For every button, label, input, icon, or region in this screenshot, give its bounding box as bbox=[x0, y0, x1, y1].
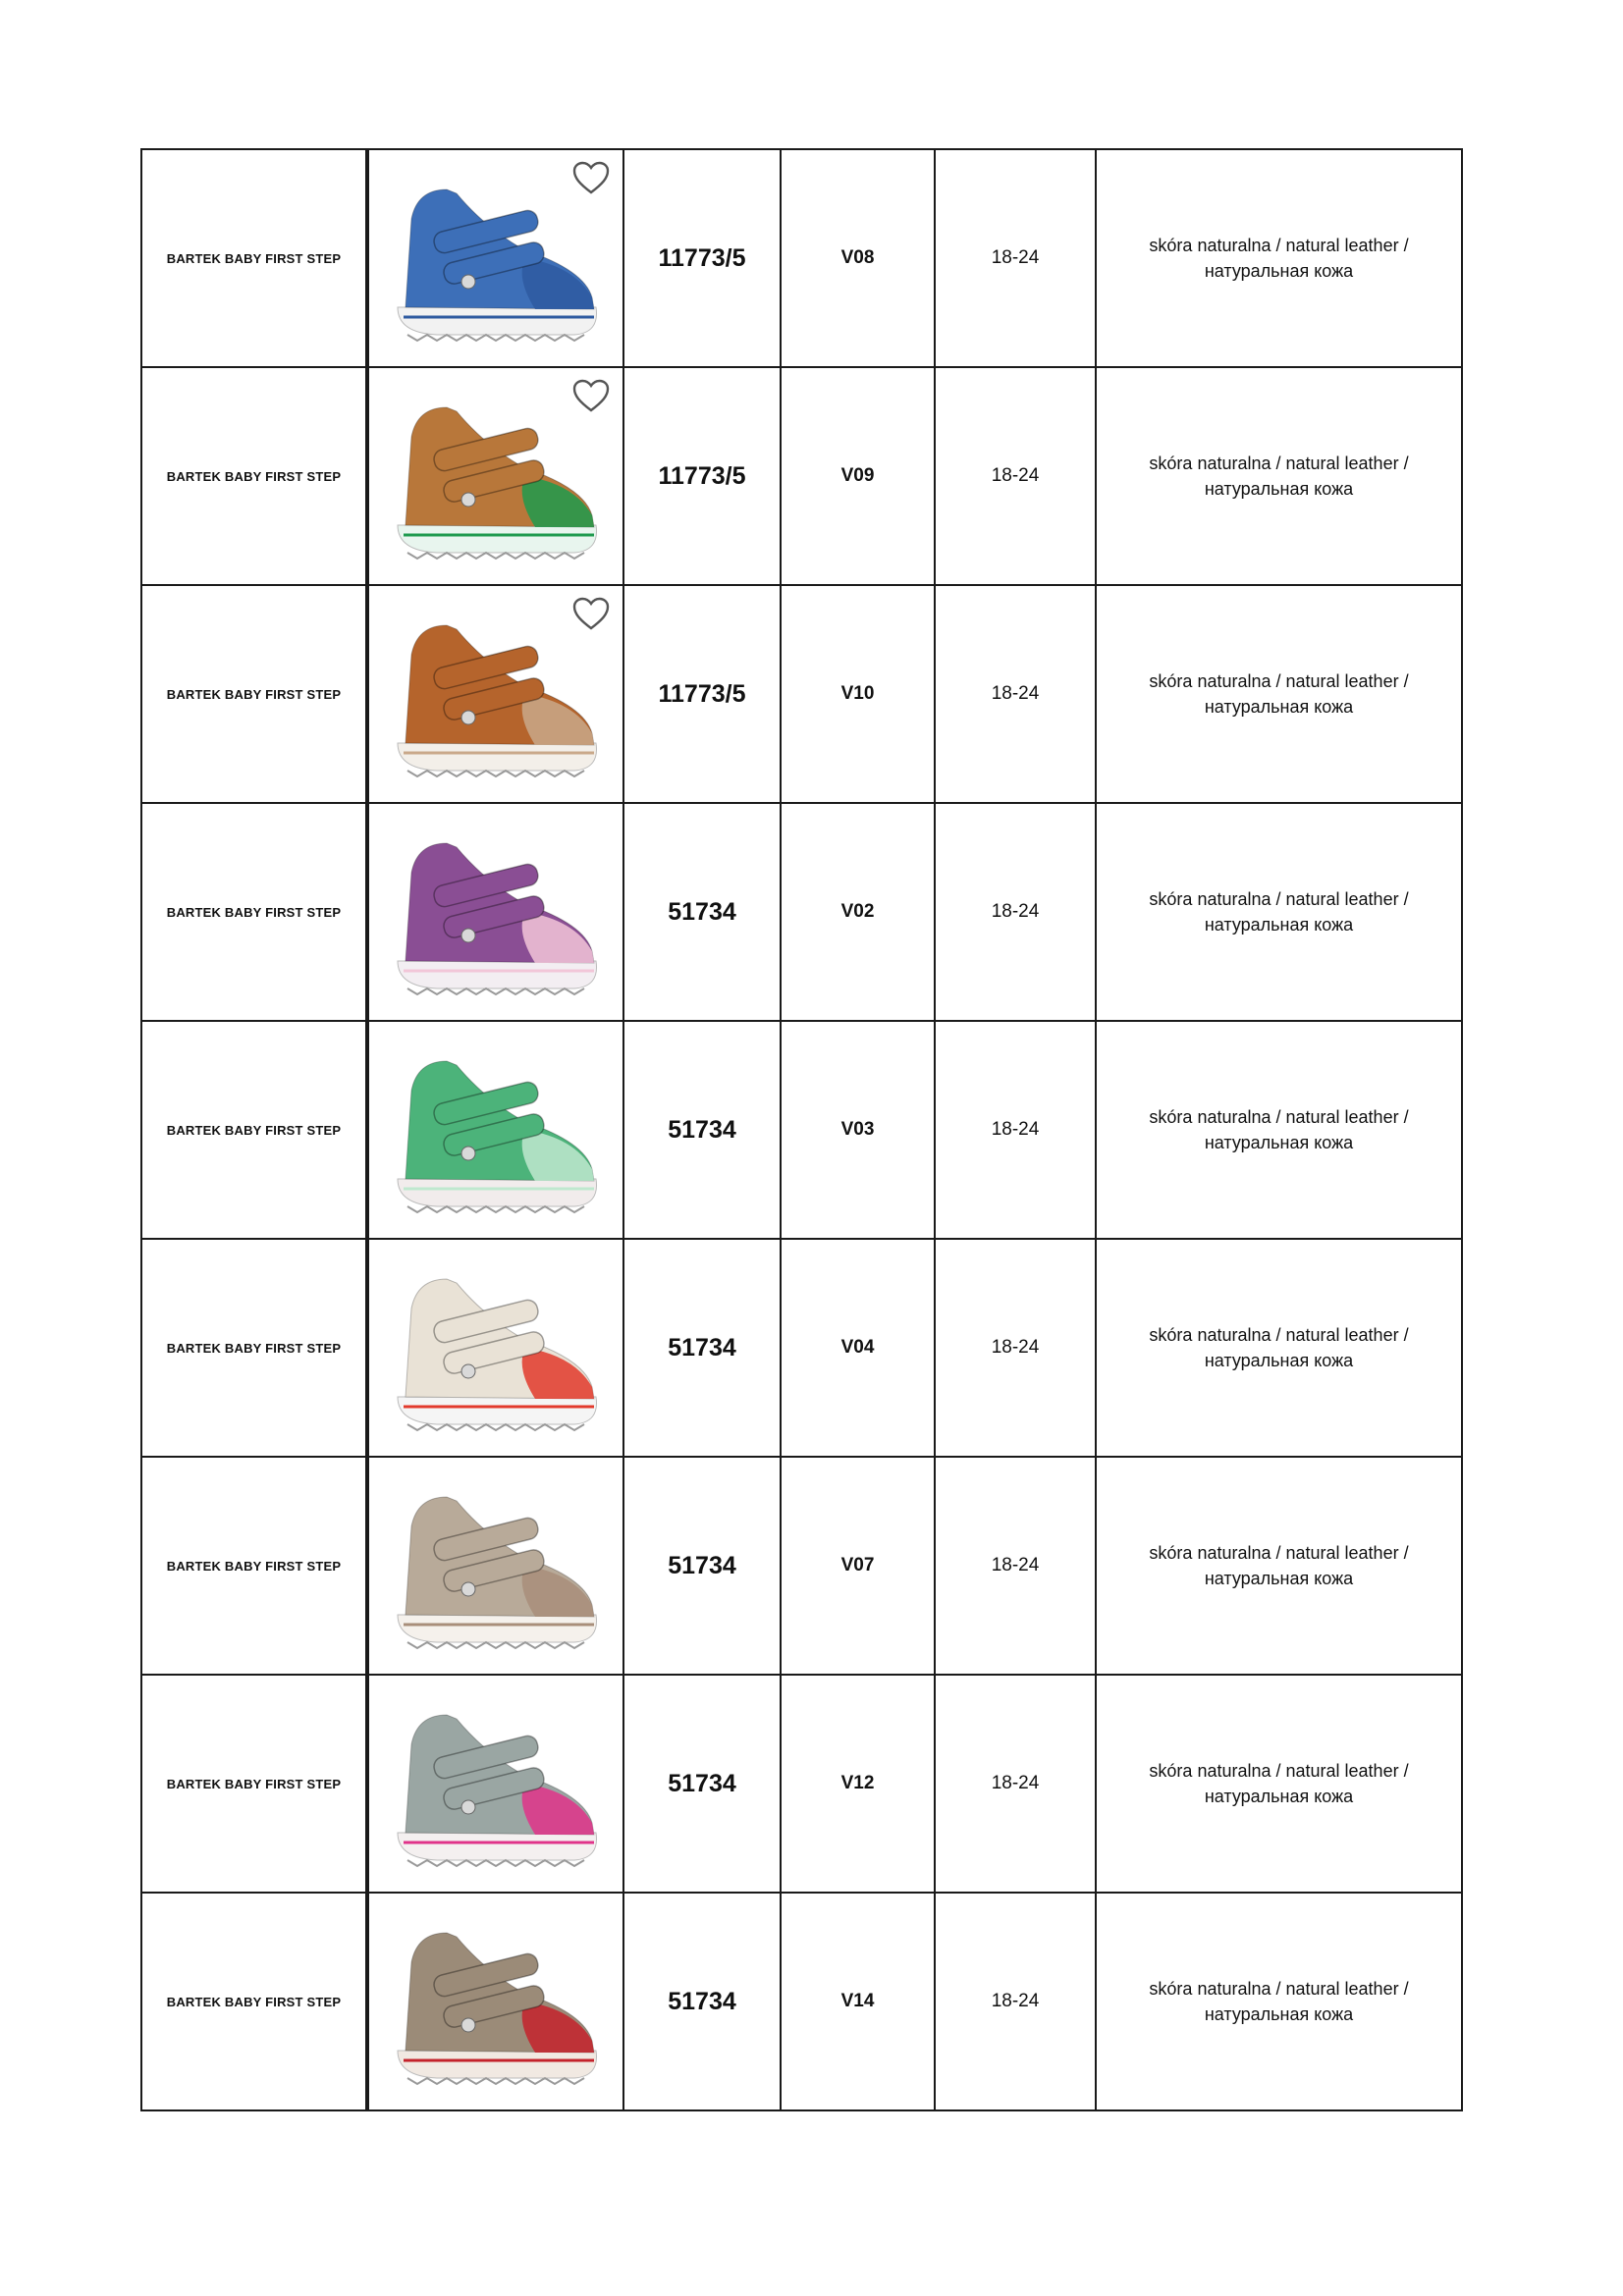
table-row bbox=[141, 149, 1462, 367]
size-range-cell bbox=[935, 1675, 1096, 1893]
color-code: V07 bbox=[840, 1555, 875, 1575]
table-row bbox=[141, 1239, 1462, 1457]
brand-cell bbox=[141, 585, 367, 803]
brand-name: BARTEK BABY FIRST STEP bbox=[166, 1340, 342, 1356]
model-cell bbox=[623, 367, 781, 585]
size-range: 18-24 bbox=[991, 465, 1040, 486]
material-cell bbox=[1096, 1675, 1462, 1893]
size-range-cell bbox=[935, 1893, 1096, 2110]
brand-cell bbox=[141, 1893, 367, 2110]
material-line-2: натуральная кожа bbox=[1204, 1787, 1354, 1806]
size-range-cell bbox=[935, 367, 1096, 585]
heart-icon[interactable] bbox=[571, 596, 611, 631]
product-image-cell bbox=[367, 1893, 623, 2110]
shoe-image[interactable] bbox=[378, 1250, 614, 1446]
material-line-1: skóra naturalna / natural leather / bbox=[1149, 889, 1409, 909]
size-range-cell bbox=[935, 149, 1096, 367]
size-range: 18-24 bbox=[991, 1337, 1040, 1358]
model-cell bbox=[623, 1675, 781, 1893]
product-image-cell bbox=[367, 1457, 623, 1675]
product-image-cell bbox=[367, 585, 623, 803]
color-code-cell bbox=[781, 1893, 935, 2110]
model-cell bbox=[623, 1239, 781, 1457]
color-code: V10 bbox=[840, 683, 875, 704]
size-range: 18-24 bbox=[991, 1773, 1040, 1793]
model-number: 51734 bbox=[668, 1551, 736, 1579]
material-line-2: натуральная кожа bbox=[1204, 697, 1354, 717]
color-code-cell bbox=[781, 585, 935, 803]
brand-cell bbox=[141, 149, 367, 367]
shoe-image[interactable] bbox=[378, 814, 614, 1010]
product-rows bbox=[141, 149, 1462, 2110]
model-number: 51734 bbox=[668, 1987, 736, 2015]
material-cell bbox=[1096, 803, 1462, 1021]
product-image-cell bbox=[367, 803, 623, 1021]
material-line-2: натуральная кожа bbox=[1204, 1569, 1354, 1588]
color-code: V04 bbox=[840, 1337, 875, 1358]
brand-cell bbox=[141, 1675, 367, 1893]
table-row bbox=[141, 803, 1462, 1021]
color-code-cell bbox=[781, 1675, 935, 1893]
table-row bbox=[141, 1893, 1462, 2110]
size-range-cell bbox=[935, 1021, 1096, 1239]
color-code: V03 bbox=[840, 1119, 875, 1140]
model-number: 51734 bbox=[668, 897, 736, 926]
model-number: 11773/5 bbox=[658, 243, 746, 272]
color-code: V14 bbox=[840, 1991, 875, 2011]
color-code-cell bbox=[781, 149, 935, 367]
table-row bbox=[141, 1457, 1462, 1675]
size-range-cell bbox=[935, 585, 1096, 803]
color-code: V12 bbox=[840, 1773, 875, 1793]
color-code-cell bbox=[781, 1457, 935, 1675]
shoe-image[interactable] bbox=[378, 1032, 614, 1228]
size-range: 18-24 bbox=[991, 683, 1040, 704]
brand-cell bbox=[141, 1457, 367, 1675]
material-line-1: skóra naturalna / natural leather / bbox=[1149, 454, 1409, 473]
brand-cell bbox=[141, 1239, 367, 1457]
model-cell bbox=[623, 1893, 781, 2110]
color-code-cell bbox=[781, 1239, 935, 1457]
product-image-cell bbox=[367, 1239, 623, 1457]
material-line-1: skóra naturalna / natural leather / bbox=[1149, 1325, 1409, 1345]
size-range-cell bbox=[935, 803, 1096, 1021]
model-cell bbox=[623, 1021, 781, 1239]
material-cell bbox=[1096, 1239, 1462, 1457]
material-line-1: skóra naturalna / natural leather / bbox=[1149, 1107, 1409, 1127]
shoe-image[interactable] bbox=[378, 1903, 614, 2100]
color-code: V09 bbox=[840, 465, 875, 486]
shoe-image[interactable] bbox=[378, 1685, 614, 1882]
product-table bbox=[140, 148, 1463, 2111]
brand-cell bbox=[141, 367, 367, 585]
product-image-cell bbox=[367, 149, 623, 367]
size-range: 18-24 bbox=[991, 247, 1040, 268]
product-image-cell bbox=[367, 367, 623, 585]
material-line-1: skóra naturalna / natural leather / bbox=[1149, 671, 1409, 691]
table-row bbox=[141, 367, 1462, 585]
heart-icon[interactable] bbox=[571, 378, 611, 413]
material-cell bbox=[1096, 585, 1462, 803]
material-line-1: skóra naturalna / natural leather / bbox=[1149, 1979, 1409, 1999]
material-line-2: натуральная кожа bbox=[1204, 915, 1354, 934]
material-line-1: skóra naturalna / natural leather / bbox=[1149, 1761, 1409, 1781]
material-line-2: натуральная кожа bbox=[1204, 1133, 1354, 1152]
model-cell bbox=[623, 585, 781, 803]
color-code-cell bbox=[781, 803, 935, 1021]
shoe-image[interactable] bbox=[378, 1468, 614, 1664]
material-line-2: натуральная кожа bbox=[1204, 261, 1354, 281]
color-code: V02 bbox=[840, 901, 875, 922]
material-cell bbox=[1096, 1457, 1462, 1675]
brand-name: BARTEK BABY FIRST STEP bbox=[166, 1558, 342, 1574]
material-line-2: натуральная кожа bbox=[1204, 2004, 1354, 2024]
size-range-cell bbox=[935, 1239, 1096, 1457]
brand-cell bbox=[141, 803, 367, 1021]
model-number: 11773/5 bbox=[658, 679, 746, 708]
model-number: 51734 bbox=[668, 1769, 736, 1797]
material-line-2: натуральная кожа bbox=[1204, 1351, 1354, 1370]
material-line-2: натуральная кожа bbox=[1204, 479, 1354, 499]
brand-name: BARTEK BABY FIRST STEP bbox=[166, 686, 342, 702]
size-range: 18-24 bbox=[991, 1119, 1040, 1140]
material-cell bbox=[1096, 1021, 1462, 1239]
color-code: V08 bbox=[840, 247, 875, 268]
table-row bbox=[141, 1021, 1462, 1239]
brand-cell bbox=[141, 1021, 367, 1239]
model-cell bbox=[623, 149, 781, 367]
material-cell bbox=[1096, 1893, 1462, 2110]
color-code-cell bbox=[781, 367, 935, 585]
brand-name: BARTEK BABY FIRST STEP bbox=[166, 1776, 342, 1791]
model-number: 51734 bbox=[668, 1333, 736, 1362]
size-range-cell bbox=[935, 1457, 1096, 1675]
model-cell bbox=[623, 1457, 781, 1675]
product-image-cell bbox=[367, 1675, 623, 1893]
brand-name: BARTEK BABY FIRST STEP bbox=[166, 468, 342, 484]
model-number: 51734 bbox=[668, 1115, 736, 1144]
material-line-1: skóra naturalna / natural leather / bbox=[1149, 236, 1409, 255]
size-range: 18-24 bbox=[991, 1991, 1040, 2011]
heart-icon[interactable] bbox=[571, 160, 611, 195]
material-cell bbox=[1096, 367, 1462, 585]
brand-name: BARTEK BABY FIRST STEP bbox=[166, 1122, 342, 1138]
material-line-1: skóra naturalna / natural leather / bbox=[1149, 1543, 1409, 1563]
model-number: 11773/5 bbox=[658, 461, 746, 490]
model-cell bbox=[623, 803, 781, 1021]
brand-name: BARTEK BABY FIRST STEP bbox=[166, 250, 342, 266]
color-code-cell bbox=[781, 1021, 935, 1239]
size-range: 18-24 bbox=[991, 1555, 1040, 1575]
brand-name: BARTEK BABY FIRST STEP bbox=[166, 904, 342, 920]
product-image-cell bbox=[367, 1021, 623, 1239]
table-row bbox=[141, 1675, 1462, 1893]
size-range: 18-24 bbox=[991, 901, 1040, 922]
material-cell bbox=[1096, 149, 1462, 367]
brand-name: BARTEK BABY FIRST STEP bbox=[166, 1994, 342, 2009]
table-row bbox=[141, 585, 1462, 803]
